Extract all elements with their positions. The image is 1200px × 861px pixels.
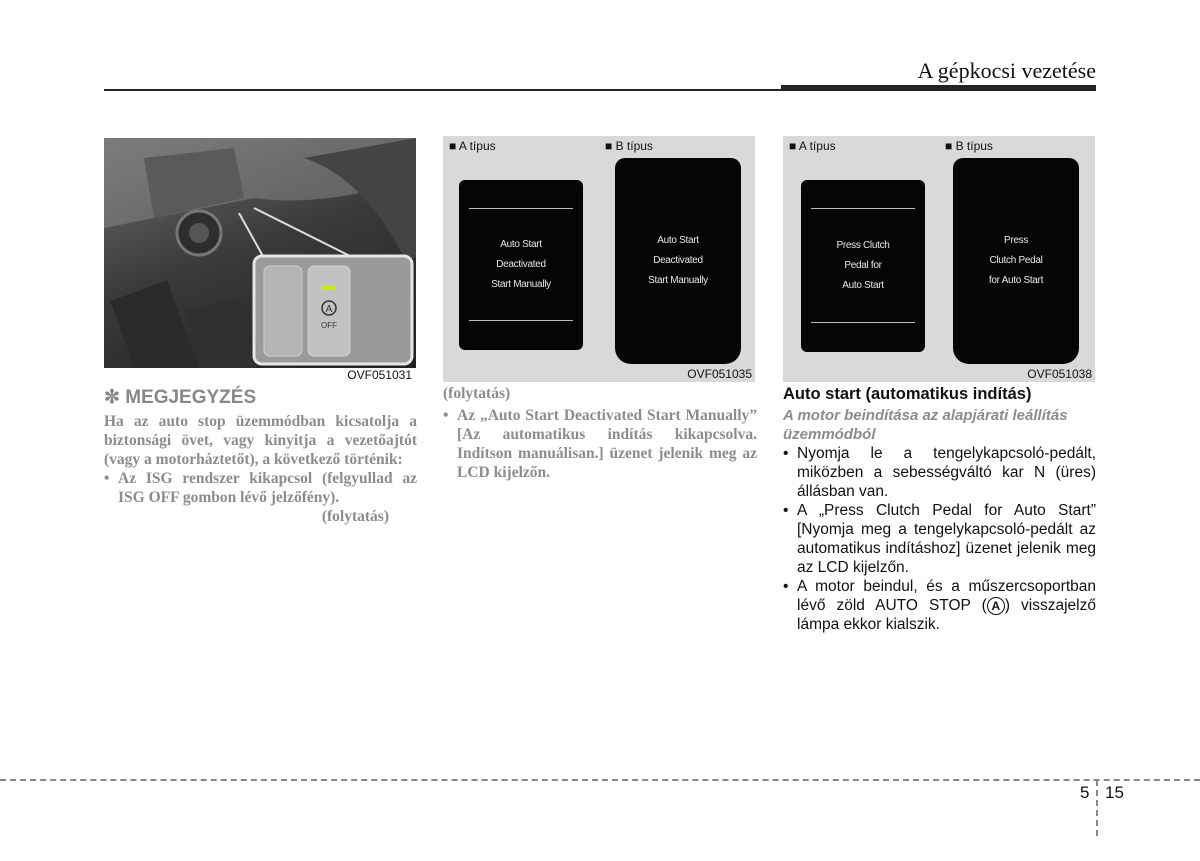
auto-stop-icon: A: [987, 597, 1005, 615]
svg-text:A: A: [325, 304, 333, 315]
section-subheading: A motor beindítása az alapjárati leállítás üzemmódból: [783, 407, 1068, 443]
step-text: ) visszajelző lámpa ekkor kialszik.: [797, 597, 1096, 633]
continued-label: (folytatás): [321, 508, 389, 525]
footer-rule: [0, 779, 1200, 781]
step-text: A motor beindul, és a műszercsoportban lévő zöld AUTO STOP (: [797, 578, 1096, 614]
off-label: OFF: [321, 321, 337, 330]
lcd-message: Press Clutch Pedal for Auto Start: [988, 235, 1044, 286]
list-item: • Az ISG rendszer kikapcsol (felgyullad az ISG OFF gombon lévő jelzőfény).: [104, 470, 417, 506]
section-heading: Auto start (automatikus indítás): [783, 385, 1032, 403]
auto-start-column: [783, 385, 1096, 634]
type-a-label: ■ A típus: [789, 139, 836, 153]
lcd-figure-deactivated: [443, 136, 755, 382]
list-item: • A motor beindul, és a műszercsoportban lévő zöld AUTO STOP ( A ) visszajelző lámpa ekkor kialszik.: [783, 578, 1096, 633]
note-title: ✼ MEGJEGYZÉS: [104, 387, 257, 408]
deactivated-bullet: Az „Auto Start Deactivated Start Manually” [Az automatikus indítás kikapcsolva. Indítson manuálisan.] üzenet jelenik meg az LCD kijelzőn.: [457, 407, 757, 481]
chapter-number: 5: [1080, 783, 1090, 802]
page-header-title: A gépkocsi vezetése: [917, 58, 1096, 83]
figure-code: OVF051038: [1027, 367, 1092, 381]
type-a-label: ■ A típus: [449, 139, 496, 153]
lcd-screen-type-b: [615, 158, 741, 364]
continued-column: [443, 384, 757, 482]
type-b-label: ■ B típus: [945, 139, 993, 153]
dashboard-illustration: [104, 138, 416, 384]
lcd-figure-press-clutch: [783, 136, 1095, 382]
figure-code: OVF051031: [347, 368, 412, 382]
step-text: Nyomja le a tengelykapcsoló-pedált, miközben a sebességváltó kar N (üres) állásban van.: [797, 445, 1096, 500]
figure-code: OVF051035: [687, 367, 752, 381]
footer-divider: [1096, 780, 1098, 836]
lcd-screen-type-a: [459, 180, 583, 350]
lcd-screen-type-b: [953, 158, 1079, 364]
isg-button-photo: [104, 138, 416, 384]
page-number: 15: [1105, 783, 1124, 802]
note-paragraph: Ha az auto stop üzemmódban kicsatolja a biztonsági övet, vagy kinyitja a vezetőajtót (vagy a motorháztetőt), a következő történik:: [104, 413, 417, 468]
note-bullet: Az ISG rendszer kikapcsol (felgyullad az ISG OFF gombon lévő jelzőfény).: [118, 470, 417, 506]
lcd-message: Auto Start Deactivated Start Manually: [491, 239, 551, 290]
type-b-label: ■ B típus: [605, 139, 653, 153]
lcd-message: Press Clutch Pedal for Auto Start: [836, 240, 890, 291]
lcd-message: Auto Start Deactivated Start Manually: [648, 235, 708, 286]
continued-label: (folytatás): [443, 385, 511, 402]
list-item: • A „Press Clutch Pedal for Auto Start” [Nyomja meg a tengelykapcsoló-pedált az automatikus indításhoz] üzenet jelenik meg az LCD kijelzőn.: [783, 502, 1096, 576]
list-item: • Nyomja le a tengelykapcsoló-pedált, miközben a sebességváltó kar N (üres) állásban van.: [783, 445, 1096, 500]
list-item: • Az „Auto Start Deactivated Start Manually” [Az automatikus indítás kikapcsolva. Indítson manuálisan.] üzenet jelenik meg az LCD kijelzőn.: [443, 407, 757, 481]
step-text: A „Press Clutch Pedal for Auto Start” [Nyomja meg a tengelykapcsoló-pedált az automatikus indításhoz] üzenet jelenik meg az LCD kijelzőn.: [797, 502, 1096, 576]
note-column: [104, 386, 417, 526]
lcd-screen-type-a: [801, 180, 925, 352]
header-rule-accent: [781, 85, 1096, 91]
